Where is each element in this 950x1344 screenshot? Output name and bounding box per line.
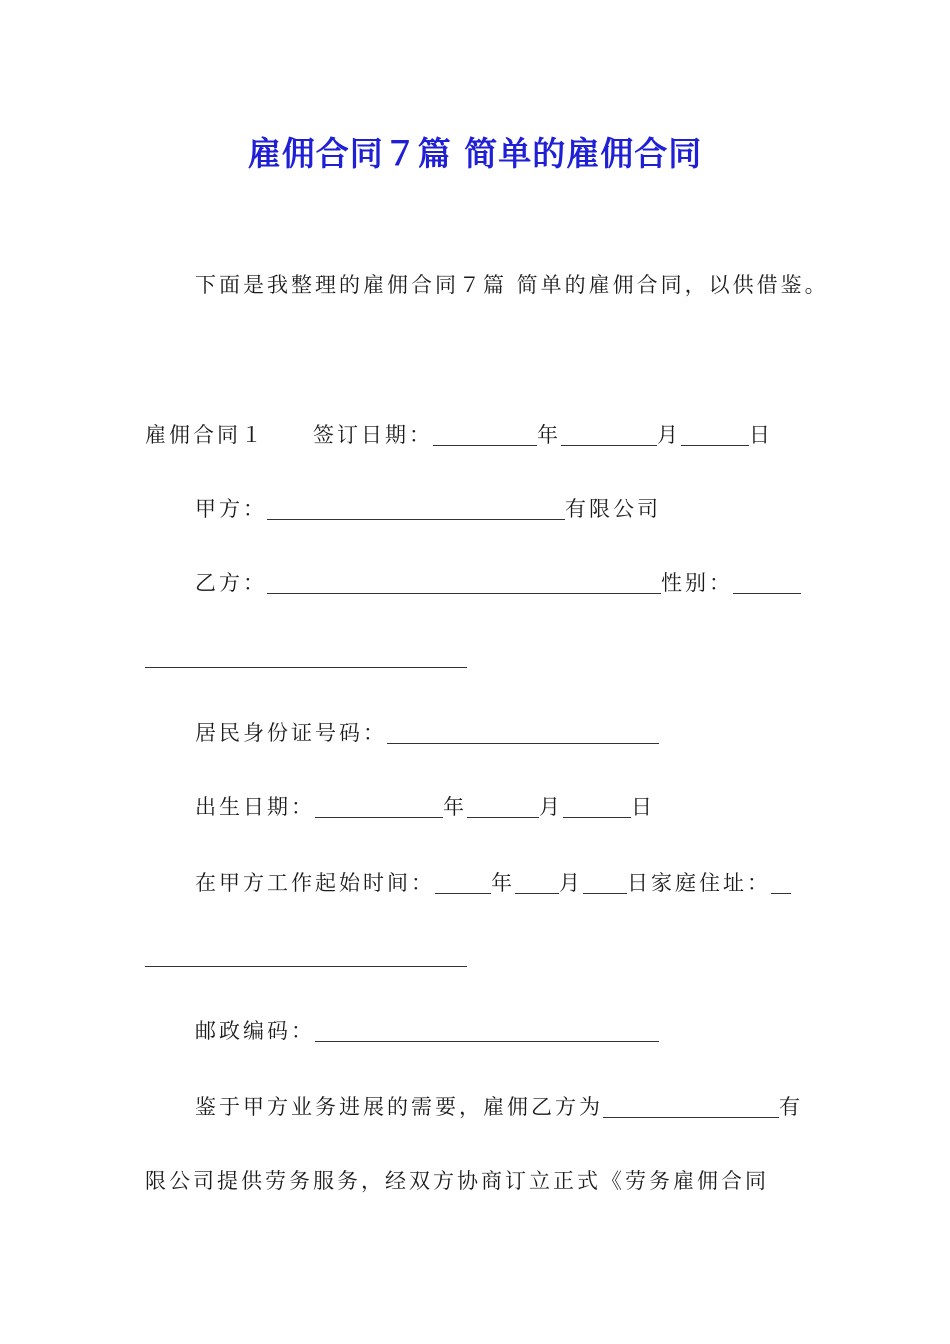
work-month-blank[interactable] (515, 871, 559, 894)
postal-label: 邮政编码： (195, 1019, 315, 1043)
postal-blank[interactable] (315, 1019, 659, 1042)
paragraph-line-2: 限公司提供劳务服务，经双方协商订立正式《劳务雇佣合同 (145, 1169, 769, 1193)
contract-heading: 雇佣合同１ (145, 423, 265, 447)
month-label: 月 (657, 423, 681, 447)
year-label: 年 (491, 871, 515, 895)
document-title: 雇佣合同７篇 简单的雇佣合同 (247, 134, 703, 173)
service-company-blank[interactable] (603, 1095, 779, 1118)
work-start-line (195, 868, 791, 898)
birth-day-blank[interactable] (563, 795, 631, 818)
birth-date-line (195, 792, 655, 822)
party-b-line (195, 568, 801, 598)
work-start-label: 在甲方工作起始时间： (195, 871, 435, 895)
birth-label: 出生日期： (195, 795, 315, 819)
gender-label: 性别： (661, 571, 733, 595)
id-label: 居民身份证号码： (195, 721, 387, 745)
year-label: 年 (443, 795, 467, 819)
work-year-blank[interactable] (435, 871, 491, 894)
day-label: 日 (749, 423, 773, 447)
address-continuation-blank[interactable] (145, 966, 467, 967)
day-home-label: 日家庭住址： (627, 871, 771, 895)
sign-date-line (145, 420, 773, 450)
sign-month-blank[interactable] (561, 423, 657, 446)
paragraph-text-a: 鉴于甲方业务进展的需要，雇佣乙方为 (195, 1095, 603, 1119)
month-label: 月 (559, 871, 583, 895)
day-label: 日 (631, 795, 655, 819)
party-b-blank[interactable] (267, 571, 661, 594)
birth-year-blank[interactable] (315, 795, 443, 818)
party-a-line (195, 494, 661, 524)
party-a-suffix: 有限公司 (565, 497, 661, 521)
gender-blank[interactable] (733, 571, 801, 594)
postal-line (195, 1016, 659, 1046)
sign-day-blank[interactable] (681, 423, 749, 446)
month-label: 月 (539, 795, 563, 819)
paragraph-text-b: 有 (779, 1095, 803, 1119)
party-b-label: 乙方： (195, 571, 267, 595)
birth-month-blank[interactable] (467, 795, 539, 818)
sign-date-label: 签订日期： (313, 423, 433, 447)
id-blank[interactable] (387, 721, 659, 744)
party-b-continuation-blank[interactable] (145, 667, 467, 668)
work-day-blank[interactable] (583, 871, 627, 894)
party-a-blank[interactable] (267, 497, 565, 520)
paragraph-line-1 (195, 1092, 803, 1122)
year-label: 年 (537, 423, 561, 447)
party-a-label: 甲方： (195, 497, 267, 521)
id-line (195, 718, 659, 748)
address-blank[interactable] (771, 871, 791, 894)
sign-year-blank[interactable] (433, 423, 537, 446)
intro-paragraph: 下面是我整理的雇佣合同７篇 简单的雇佣合同，以供借鉴。 (195, 273, 829, 297)
